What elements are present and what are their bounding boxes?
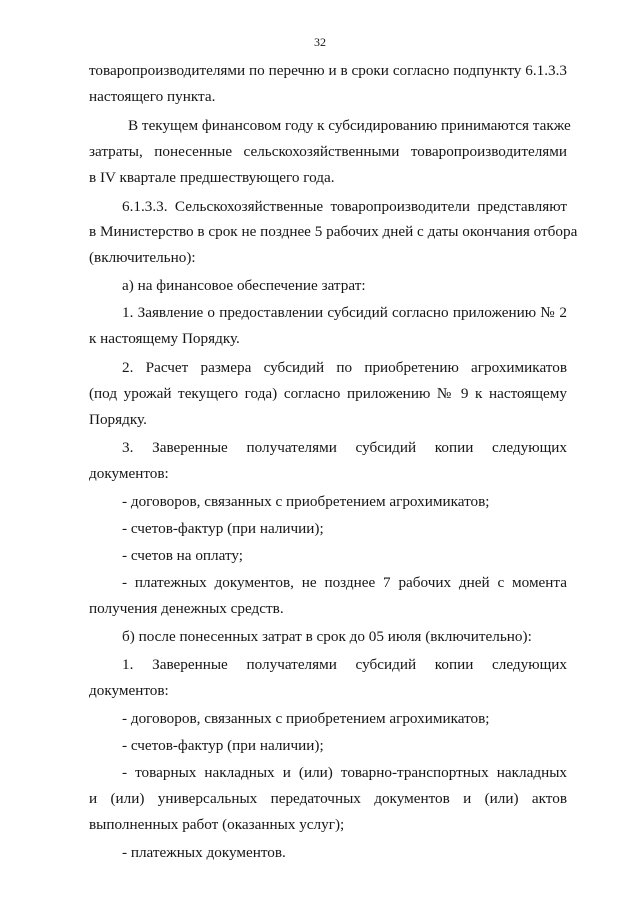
text-line: документов:	[89, 682, 169, 699]
text-line: - договоров, связанных с приобретением агрохимикатов;	[122, 710, 490, 727]
text-line: - счетов на оплату;	[122, 547, 244, 564]
page-number: 32	[314, 35, 326, 49]
text-line: в IV квартале предшествующего года.	[89, 169, 335, 186]
text-line: Порядку.	[89, 411, 147, 428]
text-line: 1. Заверенные получателями субсидий копии следующих	[122, 656, 567, 673]
text-line: - товарных накладных и (или) товарно-транспортных накладных	[122, 764, 567, 781]
text-line: а) на финансовое обеспечение затрат:	[122, 277, 366, 294]
text-line: - договоров, связанных с приобретением агрохимикатов;	[122, 493, 490, 510]
text-line: б) после понесенных затрат в срок до 05 июля (включительно):	[122, 628, 532, 645]
text-line: 1. Заявление о предоставлении субсидий согласно приложению № 2	[122, 304, 567, 321]
text-line: 3. Заверенные получателями субсидий копии следующих	[122, 439, 567, 456]
text-line: - платежных документов.	[122, 844, 286, 861]
text-line: выполненных работ (оказанных услуг);	[89, 816, 345, 833]
text-line: настоящего пункта.	[89, 88, 216, 105]
text-line: В текущем финансовом году к субсидированию принимаются также	[128, 117, 571, 134]
text-line: получения денежных средств.	[89, 600, 284, 617]
text-line: - счетов-фактур (при наличии);	[122, 520, 324, 537]
text-line: в Министерство в срок не позднее 5 рабочих дней с даты окончания отбора	[89, 223, 578, 240]
text-line: и (или) универсальных передаточных документов и (или) актов	[89, 790, 567, 807]
text-line: документов:	[89, 465, 169, 482]
text-line: товаропроизводителями по перечню и в сроки согласно подпункту 6.1.3.3	[89, 62, 567, 79]
text-line: - платежных документов, не позднее 7 рабочих дней с момента	[122, 574, 567, 591]
text-line: затраты, понесенные сельскохозяйственными товаропроизводителями	[89, 143, 567, 160]
text-line: (под урожай текущего года) согласно приложению № 9 к настоящему	[89, 385, 567, 402]
text-line: 2. Расчет размера субсидий по приобретению агрохимикатов	[122, 359, 567, 376]
text-line: к настоящему Порядку.	[89, 330, 240, 347]
text-line: - счетов-фактур (при наличии);	[122, 737, 324, 754]
text-line: (включительно):	[89, 249, 196, 266]
text-line: 6.1.3.3. Сельскохозяйственные товаропроизводители представляют	[122, 198, 567, 215]
